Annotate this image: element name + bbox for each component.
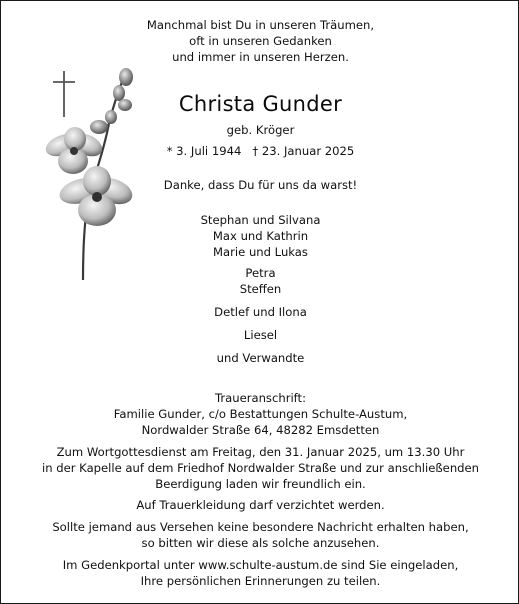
service-line: Zum Wortgottesdienst am Freitag, den 31. Januar 2025, um 13.30 Uhr — [56, 445, 465, 459]
life-dates: * 3. Juli 1944 † 23. Januar 2025 — [166, 144, 355, 158]
mourner-name: Max und Kathrin — [212, 229, 309, 243]
portal-line: Im Gedenkportal unter www.schulte-austum.de sind Sie eingeladen, — [62, 558, 459, 572]
mourner-name: Detlef und Ilona — [214, 305, 307, 319]
mourner-name: Liesel — [243, 328, 278, 342]
mourner-name: Stephan und Silvana — [200, 213, 321, 227]
birth-name: geb. Kröger — [226, 123, 295, 137]
poem-line-2: oft in unseren Gedanken — [189, 34, 332, 48]
dress-note: Auf Trauerkleidung darf verzichtet werden. — [136, 498, 385, 512]
poem-line-3: und immer in unseren Herzen. — [172, 50, 349, 64]
address-line: Nordwalder Straße 64, 48282 Emsdetten — [141, 423, 380, 437]
mourner-name: Petra — [245, 266, 276, 280]
mourner-name: Marie und Lukas — [213, 245, 308, 259]
portal-line: Ihre persönlichen Erinnerungen zu teilen. — [140, 574, 381, 588]
deceased-name: Christa Gunder — [178, 92, 343, 116]
address-line: Familie Gunder, c/o Bestattungen Schulte-Austum, — [113, 407, 408, 421]
service-line: Beerdigung laden wir freundlich ein. — [155, 477, 366, 491]
poem-line-1: Manchmal bist Du in unseren Träumen, — [146, 18, 375, 32]
mourner-name: und Verwandte — [216, 351, 305, 365]
thanks-line: Danke, dass Du für uns da warst! — [163, 178, 358, 192]
service-line: in der Kapelle auf dem Friedhof Nordwalder Straße und zur anschließenden — [41, 461, 480, 475]
notice-line: so bitten wir diese als solche anzusehen. — [141, 536, 380, 550]
mourner-name: Steffen — [239, 282, 282, 296]
notice-line: Sollte jemand aus Versehen keine besondere Nachricht erhalten haben, — [52, 520, 469, 534]
address-heading: Traueranschrift: — [214, 391, 307, 405]
